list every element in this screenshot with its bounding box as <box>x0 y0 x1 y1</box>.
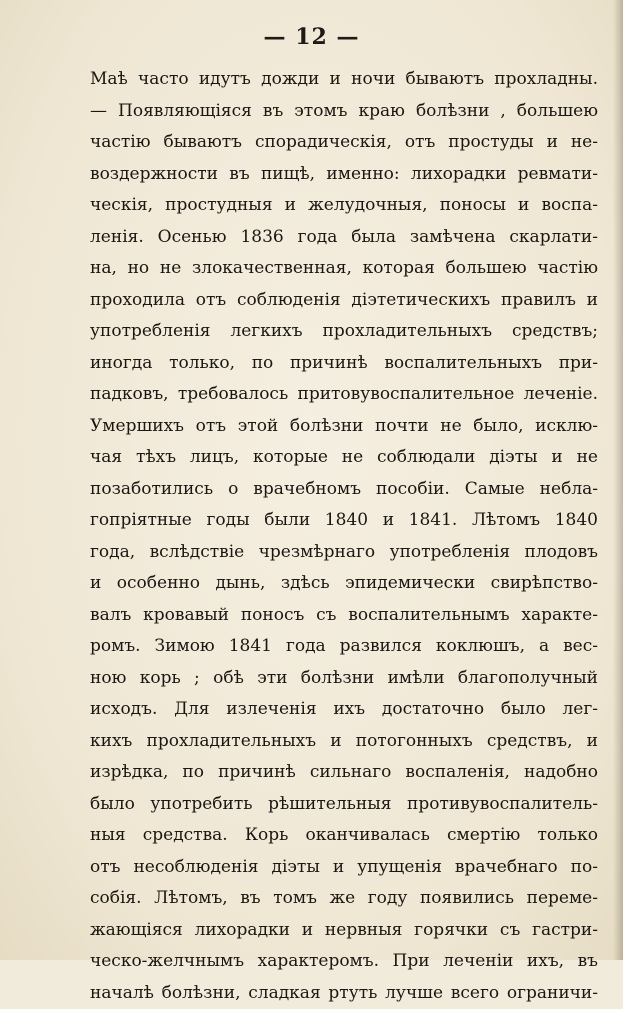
text-line: исходъ. Для излеченія ихъ достаточно было лег- <box>90 694 598 726</box>
text-line: ромъ. Зимою 1841 года развился коклюшъ, а вес- <box>90 631 598 663</box>
text-line: года, вслѣдствіе чрезмѣрнаго употребленія плодовъ <box>90 537 598 569</box>
text-line: Умершихъ отъ этой болѣзни почти не было, исклю- <box>90 411 598 443</box>
text-line: собія. Лѣтомъ, въ томъ же году появились переме- <box>90 883 598 915</box>
text-line: началѣ болѣзни, сладкая ртуть лучше всего ограничи- <box>90 978 598 1009</box>
text-line: падковъ, требовалось притовувоспалительное леченіе. <box>90 379 598 411</box>
text-line: на, но не злокачественная, которая большею частію <box>90 253 598 285</box>
text-line: — Появляющіяся въ этомъ краю болѣзни , большею <box>90 96 598 128</box>
text-line: кихъ прохладительныхъ и потогонныхъ средствъ, и <box>90 726 598 758</box>
text-line: ленія. Осенью 1836 года была замѣчена скарлати- <box>90 222 598 254</box>
text-line: позаботились о врачебномъ пособіи. Самые небла- <box>90 474 598 506</box>
text-line: ною корь ; обѣ эти болѣзни имѣли благополучный <box>90 663 598 695</box>
text-line: ныя средства. Корь оканчивалась смертію только <box>90 820 598 852</box>
text-line: воздержности въ пищѣ, именно: лихорадки ревмати- <box>90 159 598 191</box>
text-line: валъ кровавый поносъ съ воспалительнымъ характе- <box>90 600 598 632</box>
text-line: употребленія легкихъ прохладительныхъ средствъ; <box>90 316 598 348</box>
text-line: проходила отъ соблюденія діэтетическихъ правилъ и <box>90 285 598 317</box>
text-line: частію бываютъ спорадическія, отъ простуды и не- <box>90 127 598 159</box>
text-line: отъ несоблюденія діэты и упущенія врачебнаго по- <box>90 852 598 884</box>
body-text <box>90 64 598 1009</box>
text-line: было употребить рѣшительныя противувоспалитель- <box>90 789 598 821</box>
text-line: жающіяся лихорадки и нервныя горячки съ гастри- <box>90 915 598 947</box>
text-line: чая тѣхъ лицъ, которые не соблюдали діэты и не <box>90 442 598 474</box>
text-line: и особенно дынь, здѣсь эпидемически свирѣпство- <box>90 568 598 600</box>
text-line: иногда только, по причинѣ воспалительныхъ при- <box>90 348 598 380</box>
text-line: ческія, простудныя и желудочныя, поносы и воспа- <box>90 190 598 222</box>
text-line: Маѣ часто идутъ дожди и ночи бываютъ прохладны. <box>90 64 598 96</box>
page-edge-shadow <box>613 0 623 960</box>
page-number: — 12 — <box>0 24 623 50</box>
text-line: изрѣдка, по причинѣ сильнаго воспаленія, надобно <box>90 757 598 789</box>
text-line: ческо-желчнымъ характеромъ. При леченіи ихъ, въ <box>90 946 598 978</box>
text-line: гопріятные годы были 1840 и 1841. Лѣтомъ 1840 <box>90 505 598 537</box>
